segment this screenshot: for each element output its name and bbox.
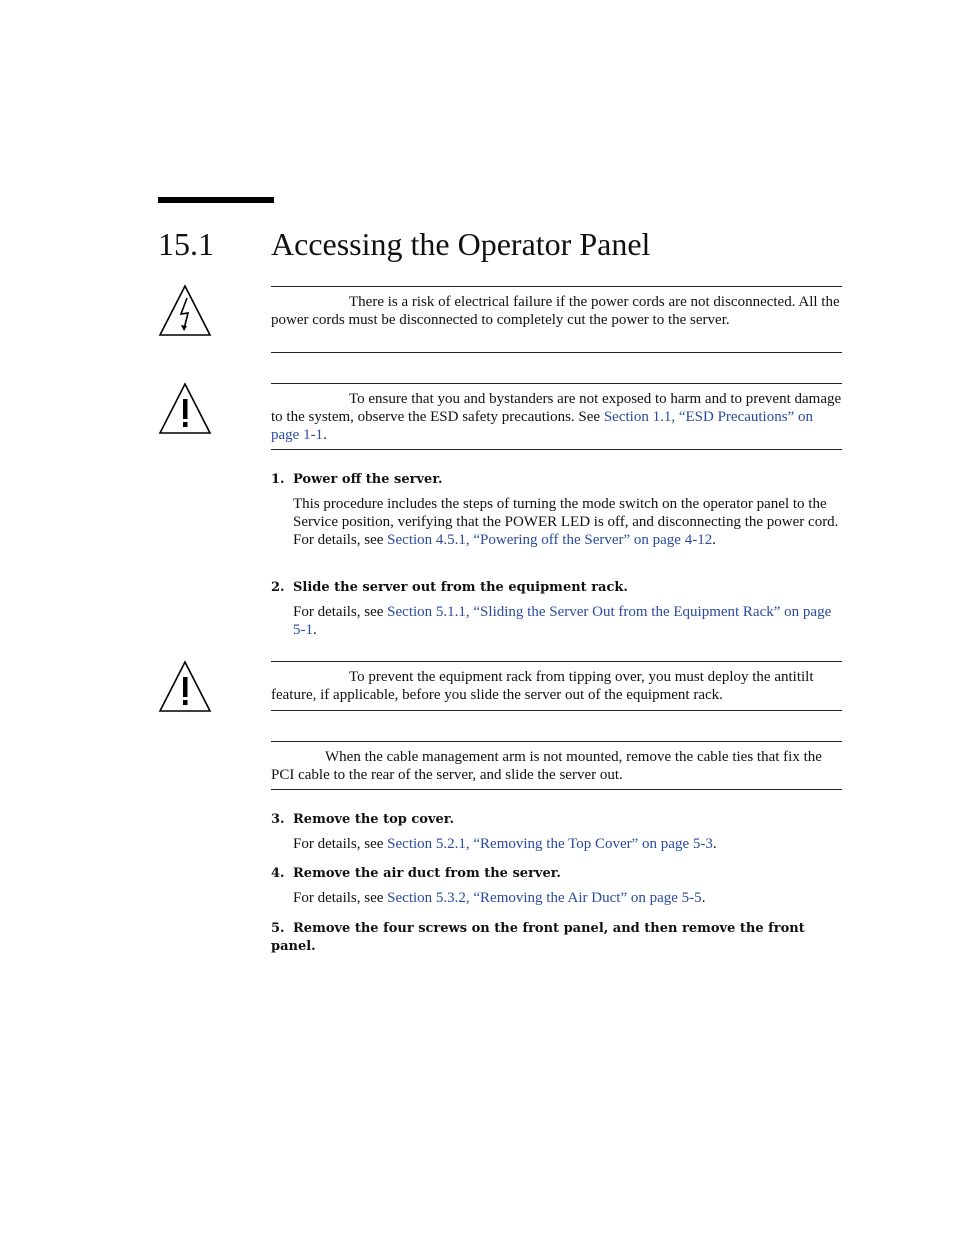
caution-icon [158,660,212,714]
step-title: Slide the server out from the equipment rack. [293,580,628,595]
step-number: 5. [271,921,285,936]
step-5 [271,920,842,956]
step-number: 3. [271,812,285,827]
caution-text-start: To ensure that you and bystanders are not exposed to harm and to prevent damage to the system, observe the ESD safety precautions. See [271,391,842,425]
caution-notice-rack [271,661,842,711]
step-body-end: . [712,836,717,852]
note-notice [271,741,842,790]
step-number: 1. [271,472,285,487]
step-number: 4. [271,866,285,881]
step-4 [271,865,842,907]
caution-text: To prevent the equipment rack from tipping over, you must deploy the antitilt feature, if applicable, before you slide the server out of the equipment rack. [271,669,814,703]
powering-off-link[interactable]: Section 4.5.1, “Powering off the Server” on page 4-12 [387,532,713,548]
section-number: 15.1 [158,226,214,262]
step-2 [271,579,842,639]
step-body [293,835,842,853]
section-title: Accessing the Operator Panel [271,226,651,262]
caution-text [271,390,842,444]
step-title: Remove the air duct from the server. [293,866,561,881]
esd-precautions-link[interactable]: Section 1.1, “ESD Precautions” on page 1-1 [271,409,813,443]
step-body [293,603,842,639]
step-body [293,889,842,907]
step-title: Power off the server. [293,472,443,487]
sliding-server-link[interactable]: Section 5.1.1, “Sliding the Server Out from the Equipment Rack” on page 5-1 [293,604,832,638]
step-body-text: For details, see [293,890,388,906]
step-title: Remove the top cover. [293,812,454,827]
step-body-end: . [701,890,706,906]
step-number: 2. [271,580,285,595]
caution-text-end: . [323,427,327,443]
step-body-text: This procedure includes the steps of turning the mode switch on the operator panel to the Service position, verifying that the POWER LED is off, and disconnecting the power cord. For details, see [293,496,839,548]
heading-rule [158,197,274,203]
step-title: Remove the four screws on the front panel, and then remove the front panel. [271,921,805,954]
caution-icon [158,382,212,436]
step-body [293,495,842,549]
step-3 [271,811,842,853]
step-body-text: For details, see [293,836,388,852]
step-body-end: . [313,622,317,638]
warning-text: There is a risk of electrical failure if the power cords are not disconnected. All the power cords must be disconnected to completely cut the power to the server. [271,294,840,328]
step-1 [271,471,842,549]
step-body-text: For details, see [293,604,388,620]
warning-notice [271,286,842,353]
caution-notice-esd [271,383,842,450]
electrical-hazard-icon [158,284,212,338]
top-cover-link[interactable]: Section 5.2.1, “Removing the Top Cover” on page 5-3 [387,836,713,852]
note-text: When the cable management arm is not mounted, remove the cable ties that fix the PCI cable to the rear of the server, and slide the server out. [271,749,822,783]
step-body-end: . [712,532,716,548]
air-duct-link[interactable]: Section 5.3.2, “Removing the Air Duct” on page 5-5 [387,890,702,906]
